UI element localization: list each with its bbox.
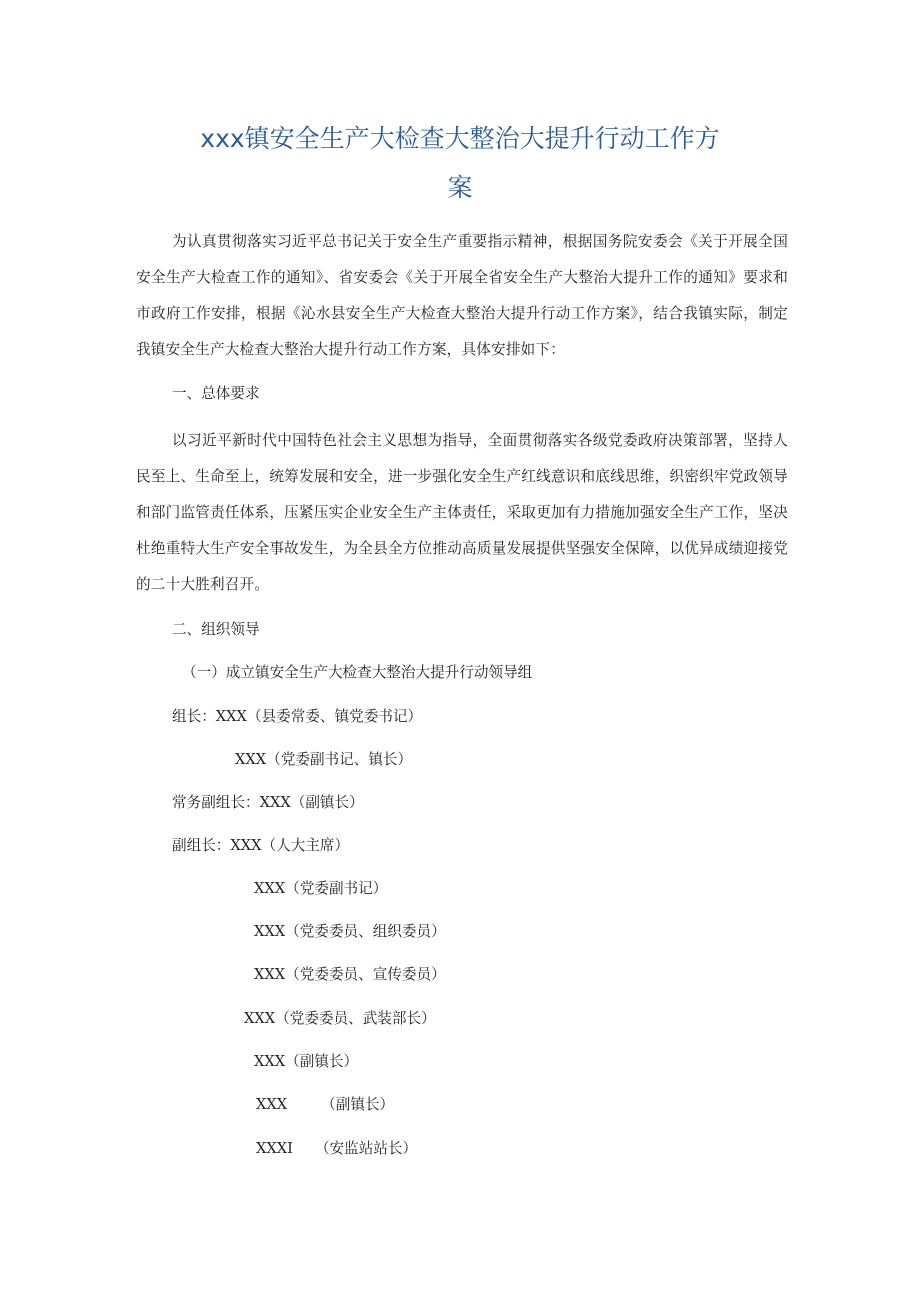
deputy6-name: XXX	[256, 1096, 288, 1113]
document-title-line2: 案	[447, 173, 473, 202]
section1-body: 以习近平新时代中国特色社会主义思想为指导，全面贯彻落实各级党委政府决策部署，坚持人民至上、生命至上，统筹发展和安全，进一步强化安全生产红线意识和底线思维，织密织牢党政领导和部门监管责任体系，压紧压实企业安全生产主体责任，采取更加有力措施加强安全生产工作，坚决杜绝重特大生产安全事故发生，为全县全方位推动高质量发展提供坚强安全保障，以优异成绩迎接党的二十大胜利召开。	[136, 432, 788, 593]
deputy-item: XXX（党委委员、武装部长）	[244, 1010, 436, 1027]
deputy-line: 副组长：XXX（人大主席）	[172, 837, 350, 854]
deputy-item: XXX（党委委员、宣传委员）	[254, 966, 446, 983]
subsection1-heading: （一）成立镇安全生产大检查大整治大提升行动领导组	[182, 664, 533, 681]
deputy-item: XXX（党委副书记）	[254, 880, 388, 897]
section2-heading: 二、组织领导	[172, 621, 260, 638]
section1-heading: 一、总体要求	[172, 385, 260, 402]
leader-line: 组长：XXX（县委常委、镇党委书记）	[172, 708, 423, 725]
deputy-item-6	[256, 1094, 394, 1116]
deputy6-role: （副镇长）	[321, 1096, 395, 1113]
intro-paragraph: 为认真贯彻落实习近平总书记关于安全生产重要指示精神，根据国务院安委会《关于开展全国安全生产大检查工作的通知》、省安委会《关于开展全省安全生产大整治大提升工作的通知》要求和市政府工作安排，根据《沁水县安全生产大检查大整治大提升行动工作方案》，结合我镇实际，制定我镇安全生产大检查大整治大提升行动工作方案，具体安排如下：	[136, 233, 788, 358]
deputy-item: XXX（党委委员、组织委员）	[254, 923, 446, 940]
exec-deputy-line: 常务副组长：XXX（副镇长）	[172, 794, 364, 811]
deputy7-role: （安监站站长）	[314, 1140, 418, 1157]
deputy-item: XXX（副镇长）	[254, 1053, 359, 1070]
leader2-line: XXX（党委副书记、镇长）	[235, 751, 413, 768]
deputy-item-7	[256, 1138, 417, 1160]
document-title-line1: xxx镇安全生产大检查大整治大提升行动工作方	[200, 124, 720, 153]
deputy7-name: XXXI	[256, 1140, 293, 1157]
